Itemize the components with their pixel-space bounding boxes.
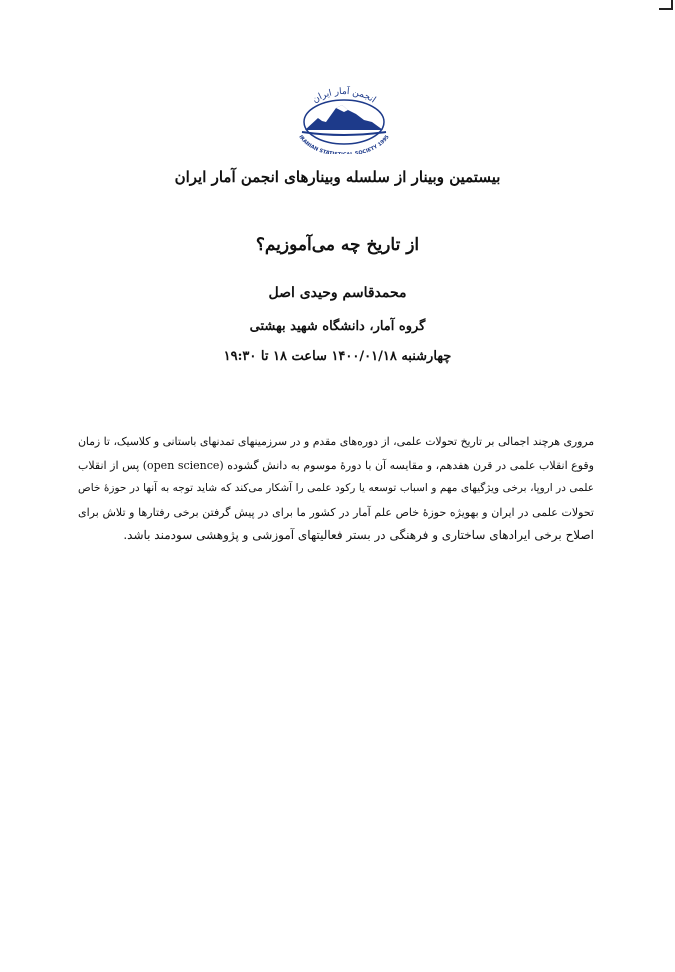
talk-title: از تاریخ چه می‌آموزیم؟ <box>255 235 420 255</box>
event-datetime: چهارشنبه ۱۴۰۰/۰۱/۱۸ ساعت ۱۸ تا ۱۹:۳۰ <box>223 349 452 364</box>
abstract-line: مروری هرچند اجمالی بر تاریخ تحولات علمی، از دوره‌های مقدم و در سرزمینهای تمدنهای باستانی و کلاسیک، تا زمان <box>78 435 594 448</box>
abstract-line: علمی در اروپا، برخی ویژگیهای مهم و اسباب توسعه یا رکود علمی را آشکار می‌کند که شاید توجه به آنها در حوزهٔ خاص <box>78 482 594 495</box>
webinar-series-heading: بیستمین وبینار از سلسله وبینارهای انجمن آمار ایران <box>174 168 501 186</box>
society-logo <box>288 86 400 154</box>
logo-arc-text-top: انجمن آمار ایران <box>310 86 378 106</box>
speaker-name: محمدقاسم وحیدی اصل <box>268 285 407 301</box>
abstract-line: تحولات علمی در ایران و بهویژه حوزهٔ خاص علم آمار در کشور ما برای در پیش گرفتن برخی رفتارها و تلاش برای <box>78 505 594 519</box>
page-corner-mark <box>659 0 673 10</box>
abstract-line: اصلاح برخی ایرادهای ساختاری و فرهنگی در بستر فعالیتهای آموزشی و پژوهشی سودمند باشد. <box>123 528 594 543</box>
abstract-paragraph <box>78 430 594 548</box>
mountain-emblem-icon <box>288 86 400 154</box>
logo-arc-text-bottom: IRANIAN STAT SOCIETY 1995 <box>297 134 391 154</box>
abstract-line: وقوع انقلاب علمی در قرن هفدهم، و مقایسه آن با دورهٔ موسوم به دانش گشوده (open science) پس از انقلاب <box>78 458 594 472</box>
speaker-affiliation: گروه آمار، دانشگاه شهید بهشتی <box>249 319 426 334</box>
